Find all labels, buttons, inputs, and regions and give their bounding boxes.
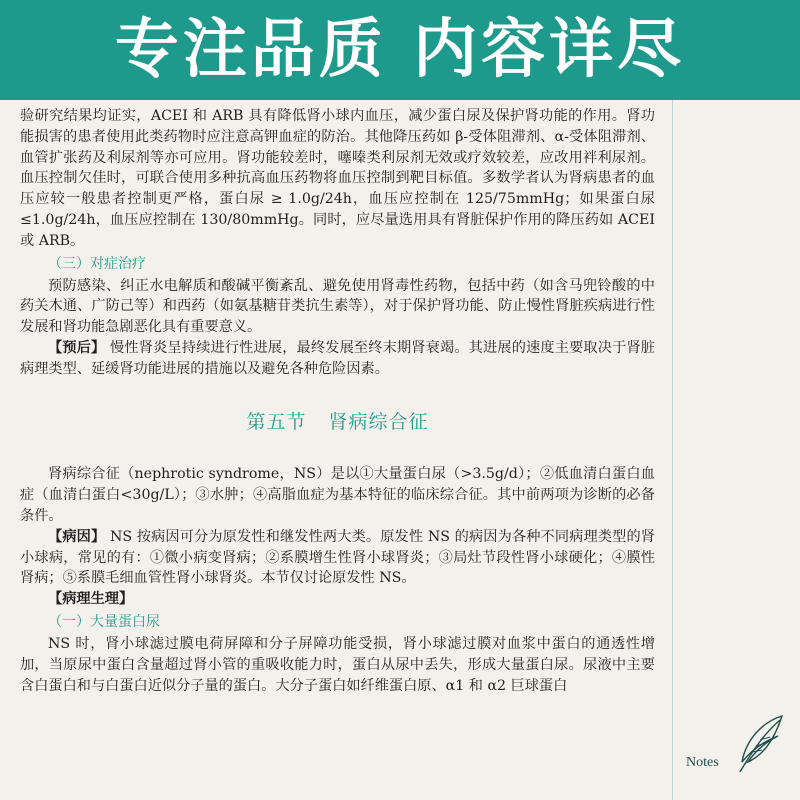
paragraph-pathophysiology-tag	[20, 589, 655, 610]
section-heading	[20, 412, 655, 433]
subheading-symptomatic-treatment: （三）对症治疗	[48, 255, 146, 272]
cause-tag: 【病因】	[48, 528, 106, 545]
book-page	[0, 100, 800, 800]
paragraph-prognosis	[20, 338, 655, 380]
subheading-massive-proteinuria: （一）大量蛋白尿	[48, 613, 160, 630]
pathophysiology-tag: 【病理生理】	[48, 591, 134, 608]
feather-quill-icon	[732, 712, 788, 776]
prognosis-text: 慢性肾炎呈持续进行性进展，最终发展至终末期肾衰竭。其进展的速度主要取决于肾脏病理类型、延缓肾功能进展的措施以及避免各种危险因素。	[20, 339, 655, 377]
prognosis-tag: 【预后】	[48, 339, 106, 356]
promo-banner	[0, 0, 800, 100]
notes-label: Notes	[686, 755, 719, 770]
section-number: 第五节	[246, 410, 307, 433]
paragraph-definition: 肾病综合征（nephrotic syndrome，NS）是以①大量蛋白尿（>3.5g/d）；②低血清白蛋白血症（血清白蛋白<30g/L）；③水肿；④高脂血症为基本特征的临床综合征。其中前两项为诊断的必备条件。	[20, 466, 655, 524]
section-name: 肾病综合征	[328, 410, 429, 433]
paragraph-cause	[20, 527, 655, 589]
paragraph-symptomatic: 预防感染、纠正水电解质和酸碱平衡紊乱、避免使用肾毒性药物，包括中药（如含马兜铃酸的中药关木通、广防己等）和西药（如氨基糖苷类抗生素等），对于保护肾功能、防止慢性肾脏疾病进行性发展和肾功能急剧恶化具有重要意义。	[20, 277, 655, 336]
banner-title: 专注品质 内容详尽	[114, 13, 686, 87]
notes-margin-line	[672, 100, 673, 800]
paragraph-bp-treatment: 验研究结果均证实，ACEI 和 ARB 具有降低肾小球内血压，减少蛋白尿及保护肾功能的作用。肾功能损害的患者使用此类药物时应注意高钾血症的防治。其他降压药如 β-受体阻滞剂、α-受体阻滞剂、血管扩张药及利尿剂等亦可应用。肾功能较差时，噻嗪类利尿剂无效或疗效较差，应改用袢利尿剂。血压控制欠佳时，可联合使用多种抗高血压药物将血压控制到靶目标值。多数学者认为肾病患者的血压应较一般患者控制更严格，蛋白尿 ≥ 1.0g/24h，血压应控制在 125/75mmHg；如果蛋白尿 ≤1.0g/24h，血压应控制在 130/80mmHg。同时，应尽量选用具有肾脏保护作用的降压药如 ACEI 或 ARB。	[20, 108, 655, 249]
cause-text: NS 按病因可分为原发性和继发性两大类。原发性 NS 的病因为各种不同病理类型的肾小球病，常见的有：①微小病变肾病；②系膜增生性肾小球肾炎；③局灶节段性肾小球硬化；④膜性肾病；⑤系膜毛细血管性肾小球肾炎。本节仅讨论原发性 NS。	[20, 528, 655, 587]
text-column	[20, 106, 655, 696]
paragraph-proteinuria: NS 时，肾小球滤过膜电荷屏障和分子屏障功能受损，肾小球滤过膜对血浆中蛋白的通透性增加，当原尿中蛋白含量超过肾小管的重吸收能力时，蛋白从尿中丢失，形成大量蛋白尿。尿液中主要含白蛋白和与白蛋白近似分子量的蛋白。大分子蛋白如纤维蛋白原、α1 和 α2 巨球蛋白	[20, 635, 655, 694]
